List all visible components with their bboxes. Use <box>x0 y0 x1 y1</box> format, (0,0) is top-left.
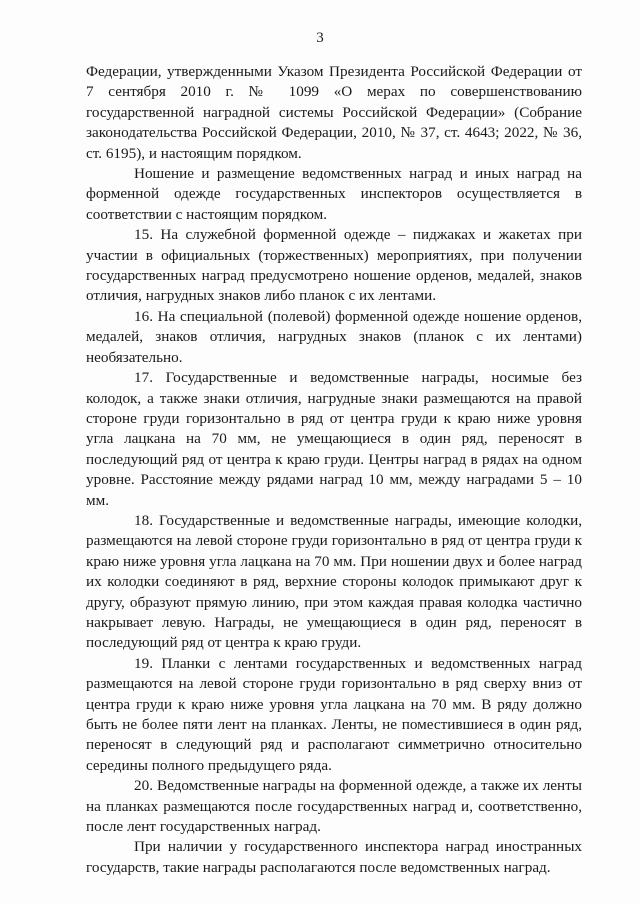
page-number: 3 <box>316 30 324 46</box>
paragraph-wearing-awards: Ношение и размещение ведомственных наград и иных наград на форменной одежде государственных инспекторов осуществляется в соответствии с настоящим порядком. <box>86 165 582 223</box>
paragraph-item-16: 16. На специальной (полевой) форменной одежде ношение орденов, медалей, знаков отличия, нагрудных знаков (планок с их лентами) необязательно. <box>86 307 582 366</box>
paragraph-item-18: 18. Государственные и ведомственные награды, имеющие колодки, размещаются на левой стороне груди горизонтально в ряд от центра груди к краю ниже уровня угла лацкана на 70 мм. При ношении двух и более наград их колодки соединяют в ряд, верхние стороны колодок примыкают друг к другу, образуют прямую линию, при этом каждая правая колодка частично накрывает левую. Награды, не умещающиеся в один ряд, переносят в последующий ряд от центра к краю груди. <box>86 511 582 652</box>
document-body <box>86 62 582 878</box>
paragraph-item-20: 20. Ведомственные награды на форменной одежде, а также их ленты на планках размещаются после государственных наград и, соответственно, после лент государственных наград. <box>86 777 582 836</box>
paragraph-item-17: 17. Государственные и ведомственные награды, носимые без колодок, а также знаки отличия, нагрудные знаки размещаются на правой стороне груди горизонтально в ряд от центра груди к краю ниже уровня угла лацкана на 70 мм, не умещающиеся в один ряд, переносят в последующий ряд от центра к краю груди. Центры наград в рядах на одном уровне. Расстояние между рядами наград 10 мм, между наградами 5 – 10 мм. <box>86 369 582 509</box>
paragraph-item-19: 19. Планки с лентами государственных и ведомственных наград размещаются на левой стороне груди горизонтально в ряд сверху вниз от центра груди к краю ниже уровня угла лацкана на 70 мм. В ряду должно быть не более пяти лент на планках. Ленты, не поместившиеся в один ряд, переносят в следующий ряд и располагают симметрично относительно середины полного предыдущего ряда. <box>86 654 582 774</box>
paragraph-foreign-awards: При наличии у государственного инспектора наград иностранных государств, такие награды располагаются после ведомственных наград. <box>86 838 582 876</box>
paragraph-item-15: 15. На служебной форменной одежде – пиджаках и жакетах при участии в официальных (торжественных) мероприятиях, при получении государственных наград предусмотрено ношение орденов, медалей, знаков отличия, нагрудных знаков либо планок с их лентами. <box>86 226 582 305</box>
paragraph-continuation: Федерации, утвержденными Указом Президента Российской Федерации от 7 сентября 2010 г. № 1099 «О мерах по совершенствованию государственной наградной системы Российской Федерации» (Собрание законодательства Российской Федерации, 2010, № 37, ст. 4643; 2022, № 36, ст. 6195), и настоящим порядком. <box>86 63 582 162</box>
